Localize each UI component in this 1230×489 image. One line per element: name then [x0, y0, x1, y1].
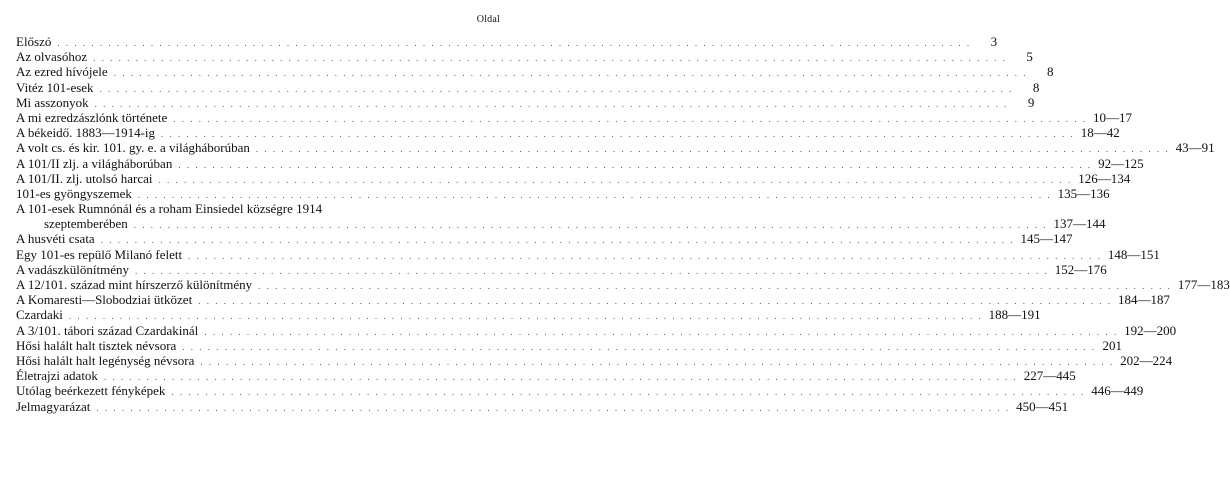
toc-entry-pages: 137—144	[1053, 216, 1106, 232]
toc-entry-title: Jelmagyarázat	[16, 398, 91, 414]
toc-entry-pages: 446—449	[1091, 383, 1144, 399]
toc-entry	[16, 79, 1040, 95]
toc-entry-title: szeptemberében	[44, 216, 128, 232]
toc-entry	[16, 231, 1073, 247]
toc-entry-pages: 184—187	[1117, 292, 1170, 308]
dot-leader	[95, 97, 1009, 112]
toc-entry-title: A 3/101. tábori század Czardakinál	[16, 322, 199, 338]
toc-entry-title: Vitéz 101-esek	[16, 79, 94, 95]
dot-leader	[204, 325, 1118, 340]
toc-entry-title: A Komaresti—Slobodziai ütközet	[16, 292, 193, 308]
toc-entry	[16, 155, 1144, 171]
toc-entry	[16, 109, 1132, 125]
dot-leader	[256, 142, 1170, 157]
toc-entry-pages: 177—183	[1177, 277, 1230, 293]
toc-entry-title: 101-es gyöngyszemek	[16, 185, 132, 201]
toc-entry	[16, 322, 1177, 338]
dot-leader	[135, 264, 1049, 279]
dot-leader	[200, 355, 1114, 370]
toc-entry	[16, 140, 1215, 156]
toc-entry-pages: 145—147	[1020, 231, 1073, 247]
toc-entry-title: A volt cs. és kir. 101. gy. e. a világháborúban	[16, 140, 250, 156]
toc-entry	[16, 277, 1230, 293]
toc-entry-title: Az ezred hívójele	[16, 64, 108, 80]
toc-entry-title: A mi ezredzászlónk története	[16, 109, 168, 125]
dot-leader	[178, 158, 1092, 173]
toc-entry-title: A 101/II. zlj. utolsó harcai	[16, 170, 153, 186]
toc-entry	[16, 185, 1110, 201]
toc-entry-pages: 92—125	[1098, 155, 1144, 171]
dot-leader	[93, 51, 1007, 66]
dot-leader	[198, 294, 1112, 309]
toc-entry-pages: 8	[1046, 64, 1054, 80]
toc-entry-pages: 152—176	[1054, 261, 1107, 277]
toc-entry-pages: 148—151	[1107, 246, 1160, 262]
toc-entry-title: A husvéti csata	[16, 231, 95, 247]
table-of-contents	[16, 34, 1230, 414]
toc-entry-title: Életrajzi adatok	[16, 368, 98, 384]
dot-leader	[258, 279, 1172, 294]
dot-leader	[69, 309, 983, 324]
toc-entry-pages: 227—445	[1023, 368, 1076, 384]
toc-entry-title: Előszó	[16, 34, 52, 49]
dot-leader	[188, 249, 1102, 264]
dot-leader	[134, 218, 1048, 233]
toc-entry-title: A 101-esek Rumnónál és a roham Einsiedel községre 1914	[16, 201, 323, 217]
toc-entry-title: A békeidő. 1883—1914-ig	[16, 125, 156, 141]
toc-entry	[16, 368, 1076, 384]
toc-entry-pages: 9	[1027, 94, 1035, 110]
toc-entry-pages: 126—134	[1078, 170, 1131, 186]
toc-entry	[16, 398, 1069, 414]
toc-entry	[16, 64, 1054, 80]
toc-entry-pages: 18—42	[1080, 125, 1120, 141]
toc-entry-pages: 135—136	[1057, 185, 1110, 201]
dot-leader	[101, 233, 1015, 248]
toc-entry-title: Hősi halált halt tisztek névsora	[16, 337, 177, 353]
toc-entry-pages: 450—451	[1016, 398, 1069, 414]
toc-entry	[16, 94, 1035, 110]
dot-leader	[100, 82, 1014, 97]
toc-entry	[16, 307, 1041, 323]
dot-leader	[114, 66, 1028, 81]
toc-entry-pages: 10—17	[1093, 109, 1132, 125]
dot-leader	[171, 385, 1085, 400]
toc-entry-title: Utólag beérkezett fényképek	[16, 383, 166, 399]
toc-entry-pages: 188—191	[988, 307, 1041, 323]
toc-entry-pages: 43—91	[1175, 140, 1215, 156]
page-column-header: Oldal	[476, 14, 500, 25]
toc-entry	[16, 246, 1160, 262]
toc-entry-title: A 101/II zlj. a világháborúban	[16, 155, 173, 171]
toc-entry-pages: 202—224	[1120, 352, 1173, 368]
toc-entry-title: Az olvasóhoz	[16, 49, 88, 65]
toc-entry	[16, 337, 1123, 353]
toc-entry	[16, 292, 1170, 308]
toc-entry-title: Hősi halált halt legénység névsora	[16, 352, 195, 368]
toc-entry	[16, 49, 1033, 65]
toc-entry-pages: 5	[1026, 49, 1033, 65]
dot-leader	[104, 370, 1018, 385]
toc-entry-title: A 12/101. század mint hírszerző különítmény	[16, 277, 253, 293]
toc-entry-pages: 201	[1102, 337, 1123, 353]
dot-leader	[57, 36, 971, 51]
dot-leader	[96, 401, 1010, 416]
toc-entry-title: Egy 101-es repülő Milanó felett	[16, 246, 183, 262]
toc-entry	[16, 170, 1131, 186]
dot-leader	[158, 173, 1072, 188]
dot-leader	[182, 340, 1096, 355]
toc-entry	[16, 125, 1120, 141]
dot-leader	[161, 127, 1075, 142]
toc-entry-pages: 192—200	[1124, 322, 1177, 338]
dot-leader	[173, 112, 1087, 127]
toc-entry-title: A vadászkülönítmény	[16, 261, 130, 277]
toc-entry	[16, 261, 1107, 277]
toc-entry	[16, 201, 1106, 232]
toc-entry	[16, 352, 1173, 368]
toc-entry	[16, 34, 998, 49]
toc-entry-pages: 8	[1032, 79, 1040, 95]
toc-entry-title: Mi asszonyok	[16, 94, 89, 110]
toc-entry-pages: 3	[990, 34, 998, 49]
toc-entry	[16, 383, 1144, 399]
toc-entry-title: Czardaki	[16, 307, 63, 323]
